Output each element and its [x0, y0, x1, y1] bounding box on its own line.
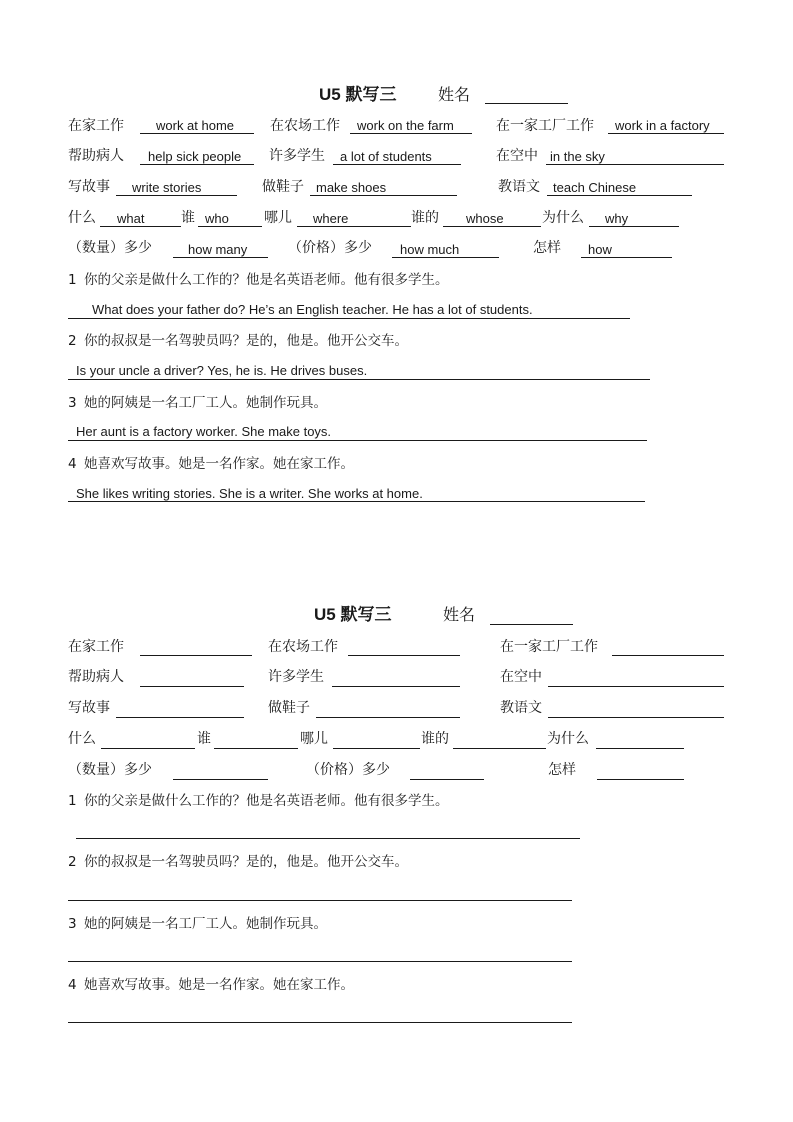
vocab-label: 做鞋子 — [268, 700, 310, 716]
vocab-answer: whose — [466, 211, 504, 226]
question-number: 2 — [68, 333, 77, 349]
vocab-label: 在空中 — [500, 669, 542, 685]
worksheet-title: U5 默写三 — [319, 85, 397, 104]
question-text: 你的叔叔是一名驾驶员吗？是的，他是。他开公交车。 — [84, 333, 408, 349]
name-field[interactable] — [485, 103, 568, 104]
vocab-label: 帮助病人 — [68, 148, 124, 164]
vocab-answer: make shoes — [316, 180, 387, 195]
question-text: 她喜欢写故事。她是一名作家。她在家工作。 — [84, 456, 354, 472]
vocab-answer: how many — [188, 242, 248, 257]
question-text: 她的阿姨是一名工厂工人。她制作玩具。 — [84, 916, 327, 932]
vocab-label: 在农场工作 — [268, 639, 338, 655]
vocab-blank[interactable] — [453, 748, 546, 749]
vocab-answer: who — [205, 211, 229, 226]
name-field[interactable] — [490, 624, 573, 625]
name-label: 姓名 — [438, 85, 471, 104]
vocab-answer: work at home — [156, 118, 235, 133]
vocab-label: 谁 — [197, 731, 211, 747]
vocab-label: （价格）多少 — [288, 240, 372, 256]
vocab-blank[interactable] — [548, 686, 724, 687]
vocab-label: 在空中 — [496, 148, 538, 164]
sentence-answer: Her aunt is a factory worker. She make toys. — [76, 424, 332, 439]
vocab-label: 教语文 — [498, 179, 540, 195]
vocab-blank[interactable] — [589, 226, 679, 227]
vocab-label: 在家工作 — [68, 639, 124, 655]
vocab-label: 在农场工作 — [270, 118, 340, 134]
question-text: 你的父亲是做什么工作的？他是名英语老师。他有很多学生。 — [84, 272, 449, 288]
sentence-answer: She likes writing stories. She is a writer. She works at home. — [76, 486, 423, 501]
name-label: 姓名 — [443, 605, 476, 624]
vocab-answer: how — [588, 242, 612, 257]
vocab-blank[interactable] — [410, 779, 484, 780]
vocab-blank[interactable] — [214, 748, 298, 749]
vocab-label: 什么 — [68, 210, 96, 226]
vocab-answer: teach Chinese — [553, 180, 637, 195]
question-number: 4 — [68, 977, 77, 993]
vocab-blank[interactable] — [116, 717, 244, 718]
question-text: 你的叔叔是一名驾驶员吗？是的，他是。他开公交车。 — [84, 854, 408, 870]
answer-line[interactable] — [68, 440, 647, 441]
question-text: 你的父亲是做什么工作的？他是名英语老师。他有很多学生。 — [84, 793, 449, 809]
vocab-label: （数量）多少 — [68, 240, 152, 256]
answer-line[interactable] — [76, 838, 580, 839]
vocab-label: 在一家工厂工作 — [496, 118, 594, 134]
answer-line[interactable] — [68, 900, 572, 901]
vocab-label: 谁的 — [411, 210, 439, 226]
vocab-label: 在一家工厂工作 — [500, 639, 598, 655]
vocab-blank[interactable] — [316, 717, 460, 718]
answer-line[interactable] — [68, 379, 650, 380]
vocab-label: 许多学生 — [269, 148, 325, 164]
worksheet-title: U5 默写三 — [314, 605, 392, 624]
vocab-answer: why — [605, 211, 629, 226]
answer-line[interactable] — [68, 318, 630, 319]
question-text: 她的阿姨是一名工厂工人。她制作玩具。 — [84, 395, 327, 411]
answer-line[interactable] — [68, 961, 572, 962]
vocab-label: 哪儿 — [264, 210, 292, 226]
vocab-label: 谁的 — [421, 731, 449, 747]
vocab-label: 许多学生 — [268, 669, 324, 685]
question-number: 1 — [68, 272, 77, 288]
vocab-label: 帮助病人 — [68, 669, 124, 685]
question-number: 4 — [68, 456, 77, 472]
vocab-answer: where — [313, 211, 349, 226]
vocab-blank[interactable] — [333, 748, 420, 749]
vocab-label: 写故事 — [68, 700, 110, 716]
vocab-label: 做鞋子 — [262, 179, 304, 195]
question-text: 她喜欢写故事。她是一名作家。她在家工作。 — [84, 977, 354, 993]
vocab-answer: help sick people — [148, 149, 242, 164]
vocab-label: 写故事 — [68, 179, 110, 195]
vocab-answer: a lot of students — [340, 149, 432, 164]
question-number: 1 — [68, 793, 77, 809]
vocab-label: 怎样 — [548, 762, 576, 778]
vocab-blank[interactable] — [140, 655, 252, 656]
vocab-answer: what — [117, 211, 145, 226]
vocab-answer: work in a factory — [615, 118, 710, 133]
vocab-answer: write stories — [132, 180, 202, 195]
vocab-answer: how much — [400, 242, 460, 257]
vocab-blank[interactable] — [173, 779, 268, 780]
vocab-label: 怎样 — [533, 240, 561, 256]
vocab-label: 为什么 — [542, 210, 584, 226]
question-number: 3 — [68, 916, 77, 932]
vocab-blank[interactable] — [597, 779, 684, 780]
vocab-blank[interactable] — [140, 686, 244, 687]
vocab-label: 教语文 — [500, 700, 542, 716]
vocab-label: 什么 — [68, 731, 96, 747]
vocab-blank[interactable] — [348, 655, 460, 656]
sentence-answer: What does your father do? He’s an English teacher. He has a lot of students. — [92, 302, 533, 317]
question-number: 2 — [68, 854, 77, 870]
vocab-label: （数量）多少 — [68, 762, 152, 778]
vocab-label: 谁 — [181, 210, 195, 226]
answer-line[interactable] — [68, 1022, 572, 1023]
vocab-blank[interactable] — [332, 686, 460, 687]
vocab-answer: in the sky — [550, 149, 605, 164]
question-number: 3 — [68, 395, 77, 411]
vocab-label: （价格）多少 — [306, 762, 390, 778]
vocab-blank[interactable] — [612, 655, 724, 656]
vocab-blank[interactable] — [101, 748, 195, 749]
vocab-answer: work on the farm — [357, 118, 454, 133]
vocab-label: 在家工作 — [68, 118, 124, 134]
vocab-label: 哪儿 — [300, 731, 328, 747]
vocab-blank[interactable] — [596, 748, 684, 749]
vocab-label: 为什么 — [547, 731, 589, 747]
vocab-blank[interactable] — [548, 717, 724, 718]
sentence-answer: Is your uncle a driver? Yes, he is. He drives buses. — [76, 363, 368, 378]
